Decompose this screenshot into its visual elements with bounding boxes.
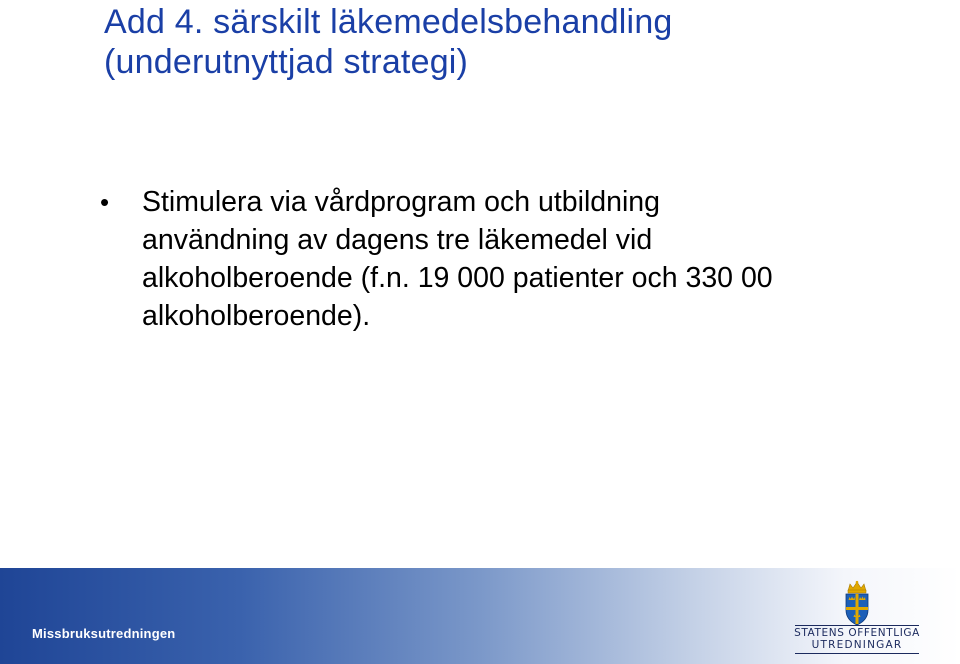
footer-label: Missbruksutredningen [32,626,176,641]
bullet-line-3: alkoholberoende (f.n. 19 000 patienter och 330 00 [142,262,773,294]
footer-band [0,568,960,664]
logo-text-line-1: STATENS OFFENTLIGA [794,627,920,639]
bullet-item [98,183,898,335]
bullet-list [98,183,898,335]
slide-title [104,2,924,82]
slide-title-line-1: Add 4. särskilt läkemedelsbehandling [104,3,673,41]
bullet-marker-icon: • [100,187,110,217]
bullet-line-2: användning av dagens tre läkemedel vid [142,224,653,256]
swedish-crest-icon [842,580,872,626]
logo-divider-bottom [795,653,919,654]
logo-text-line-2: UTREDNINGAR [811,639,903,651]
sou-logo [792,580,922,662]
logo-divider-top [795,625,919,626]
bullet-line-4: alkoholberoende). [142,300,371,332]
slide-title-line-2: (underutnyttjad strategi) [104,43,469,81]
bullet-line-1: Stimulera via vårdprogram och utbildning [142,186,661,218]
